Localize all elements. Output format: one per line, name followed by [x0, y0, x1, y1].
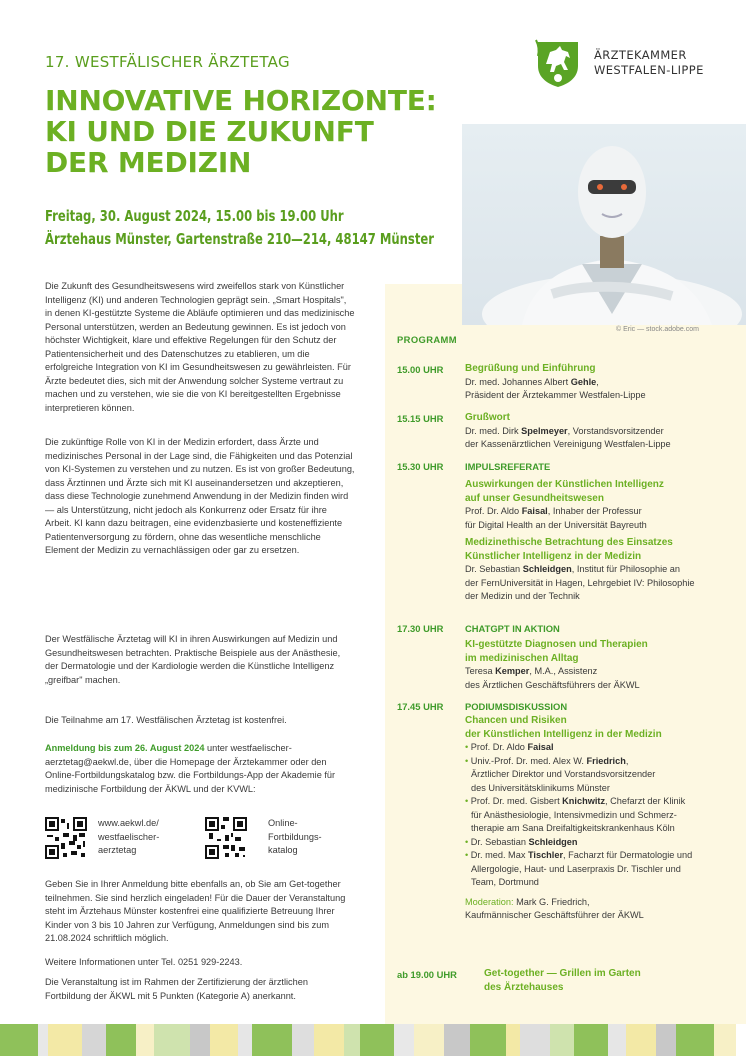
speaker: Prof. Dr. Aldo Faisal, Inhaber der Professur	[465, 506, 642, 516]
intro-paragraph	[45, 633, 355, 687]
panelist: • Prof. Dr. Aldo Faisal	[465, 742, 554, 752]
westphalian-horse-crest-icon	[534, 38, 582, 88]
talk-title: Chancen und Risiken der Künstlichen Intelligenz in der Medizin	[465, 715, 662, 740]
slot-time: 17.30 UHR	[397, 623, 444, 634]
decorative-color-strip	[0, 1024, 746, 1056]
talk-title: Medizinethische Betrachtung des Einsatzes Künstlicher Intelligenz in der Medizin	[465, 537, 673, 562]
panelist-role: therapie am Sana Dreifaltigkeitskrankenhaus Köln	[471, 823, 675, 833]
qr-code-website[interactable]	[45, 817, 87, 859]
speaker: Dr. med. Dirk Spelmeyer, Vorstandsvorsitzender	[465, 425, 664, 436]
paragraph: Die Zukunft des Gesundheitswesens wird zweifellos stark von Künstlicher Intelligenz (KI) und anderen Technologien geprägt sein. „Smart Hospitals", in denen KI-gestützte Systeme die Abläufe optimieren und das medizinische Personal unterstützen, werden an Bedeutung gewinnen. Es ist jedoch von höchster Wichtigkeit, klare und effektive Regelungen für den Schutz der Patientensicherheit und des Datenschutzes zu etablieren, um die erfolgreiche Integration von KI im Gesundheitswesen zu gewährleisten. Für Ärzte bedeutet dies, sich mit der Anwendung solcher Systeme vertraut zu machen und zu verstehen, wie sie die von KI bereitgestellten Ergebnisse interpretieren können.	[45, 281, 355, 413]
paragraph: Die Teilnahme am 17. Westfälischen Ärztetag ist kostenfrei.	[45, 715, 287, 725]
slot-time: 15.15 UHR	[397, 413, 444, 424]
certification-note	[45, 976, 355, 1003]
panelist-role: Allergologie, Haut- und Laserpraxis Dr. Tischler und	[471, 863, 681, 874]
label-line: katalog	[268, 845, 298, 855]
program-slot	[465, 362, 740, 403]
intro-paragraph	[45, 280, 355, 415]
program-slot	[465, 411, 740, 452]
image-credit: © Eric — stock.adobe.com	[616, 326, 699, 333]
title-line: DER MEDIZIN	[45, 146, 252, 179]
paragraph: Die Veranstaltung ist im Rahmen der Zertifizierung der ärztlichen Fortbildung der ÄKWL mit 5 Punkten (Kategorie A) anerkannt.	[45, 977, 308, 1001]
robot-doctor-image	[462, 124, 746, 325]
intro-paragraph	[45, 436, 355, 558]
panelist: • Dr. Sebastian Schleidgen	[465, 836, 578, 847]
label-line: aerztetag	[98, 845, 137, 855]
logo-line: WESTFALEN-LIPPE	[594, 63, 704, 77]
program-slot	[465, 460, 740, 604]
speaker: Dr. Sebastian Schleidgen, Institut für Philosophie an	[465, 564, 681, 574]
event-kicker: 17. WESTFÄLISCHER ÄRZTETAG	[45, 53, 290, 71]
moderator-role: Kaufmännischer Geschäftsführer der ÄKWL	[465, 910, 644, 920]
panelist-role: Ärztlicher Direktor und Vorstandsvorsitzender	[471, 769, 656, 779]
slot-time: ab 19.00 UHR	[397, 969, 457, 980]
section-title: PODIUMSDISKUSSION	[465, 701, 568, 712]
speaker-role: für Digital Health an der Universität Bayreuth	[465, 519, 647, 530]
registration-deadline: Anmeldung bis zum 26. August 2024	[45, 743, 205, 753]
program-slot	[465, 622, 740, 692]
label-line: Online-	[268, 818, 298, 828]
panelist-role: für Anästhesiologie, Intensivmedizin und Schmerz-	[471, 809, 677, 820]
paragraph: Die zukünftige Rolle von KI in der Medizin erfordert, dass Ärzte und medizinisches Personal in der Lage sind, die Fähigkeiten und das Potenzial von KI-Systemen zu verstehen und zu nutzen. Es ist von großer Bedeutung, dass Ärztinnen und Ärzte sich mit KI auseinandersetzen und akzeptieren, dass diese Technologie zunehmend Anwendung in der Medizin finden wird — als Unterstützung, nicht jedoch als Konkurrenz oder Ersatz für ihre Arbeit. KI kann dazu beitragen, eine evidenzbasierte und kosteneffiziente Patientenversorgung zu fördern, ohne das wesentliche menschliche Element der Medizin zu vernachlässigen oder gar zu ersetzen.	[45, 437, 355, 555]
paragraph: Der Westfälische Ärztetag will KI in ihren Auswirkungen auf Medizin und Gesundheitswesen betrachten. Praktische Beispiele aus der Anästhesie, der Dermatologie und der Kardiologie werden die Künstliche Intelligenz „greifbar" machen.	[45, 634, 341, 685]
talk-title: Auswirkungen der Künstlichen Intelligenz auf unser Gesundheitswesen	[465, 479, 664, 504]
registration-details: unter westfaelischer-aerztetag@aekwl.de, über die Homepage der Ärztekammer oder den Online-Fortbildungskatalog bzw. die Fortbildungs-App der Akademie für medizinische Fortbildung der ÄKWL und der KVWL:	[45, 743, 336, 794]
talk-title: Grußwort	[465, 412, 510, 423]
title-line: INNOVATIVE HORIZONTE:	[45, 84, 437, 117]
slot-time: 15.30 UHR	[397, 461, 444, 472]
speaker-role: der Kassenärztlichen Vereinigung Westfalen-Lippe	[465, 439, 671, 449]
program-slot	[465, 700, 743, 923]
panelist-role: des Universitätsklinikums Münster	[471, 782, 610, 793]
paragraph: Weitere Informationen unter Tel. 0251 929-2243.	[45, 957, 243, 967]
event-title	[45, 84, 437, 179]
speaker: Teresa Kemper, M.A., Assistenz	[465, 666, 598, 676]
label-line: westfaelischer-	[98, 831, 160, 842]
event-venue: Ärztehaus Münster, Gartenstraße 210—214, 48147 Münster	[45, 230, 434, 248]
label-line: www.aekwl.de/	[98, 818, 159, 828]
paragraph: Geben Sie in Ihrer Anmeldung bitte ebenfalls an, ob Sie am Get-together teilnehmen. Sie sind herzlich eingeladen! Für die Dauer der Veranstaltung steht im Ärztehaus Münster kostenfrei eine qualifizierte Betreuung Ihrer Kinder von 3 bis 10 Jahren zur Verfügung, Anmeldungen sind bis zum 21.08.2024 schriftlich möglich.	[45, 879, 346, 943]
title-line: KI UND DIE ZUKUNFT	[45, 115, 374, 148]
fee-note	[45, 714, 355, 728]
talk-title: Get-together — Grillen im Garten des Ärztehauses	[484, 968, 641, 993]
panelist: • Dr. med. Max Tischler, Facharzt für Dermatologie und	[465, 850, 693, 860]
event-date-venue	[45, 205, 465, 251]
registration-text	[45, 742, 355, 796]
speaker-role: Präsident der Ärztekammer Westfalen-Lippe	[465, 390, 646, 400]
panelist-role: Team, Dortmund	[471, 877, 539, 887]
logo-line: ÄRZTEKAMMER	[594, 48, 687, 62]
talk-title: KI-gestützte Diagnosen und Therapien im medizinischen Alltag	[465, 639, 648, 664]
aekwl-logo	[534, 38, 714, 88]
qr-catalog-label	[268, 817, 322, 858]
label-line: Fortbildungs-	[268, 831, 322, 842]
logo-wordmark	[594, 48, 704, 78]
panelist: • Prof. Dr. med. Gisbert Knichwitz, Chefarzt der Klinik	[465, 796, 686, 806]
event-date: Freitag, 30. August 2024, 15.00 bis 19.00 Uhr	[45, 207, 344, 225]
qr-code-catalog[interactable]	[205, 817, 247, 859]
speaker-role: der Medizin und der Technik	[465, 591, 580, 601]
section-title: IMPULSREFERATE	[465, 461, 551, 472]
panelist: • Univ.-Prof. Dr. med. Alex W. Friedrich,	[465, 755, 629, 766]
moderation: Moderation: Mark G. Friedrich,	[465, 896, 590, 907]
info-phone	[45, 956, 355, 970]
get-together-note	[45, 878, 355, 946]
slot-time: 17.45 UHR	[397, 701, 444, 712]
speaker-role: des Ärztlichen Geschäftsführers der ÄKWL	[465, 679, 640, 690]
speaker-role: der FernUniversität in Hagen, Lehrgebiet IV: Philosophie	[465, 577, 695, 588]
talk-title: Begrüßung und Einführung	[465, 363, 596, 374]
section-title: CHATGPT IN AKTION	[465, 623, 560, 634]
program-heading: PROGRAMM	[397, 334, 457, 345]
qr-website-label	[98, 817, 159, 858]
slot-time: 15.00 UHR	[397, 364, 444, 375]
speaker: Dr. med. Johannes Albert Gehle,	[465, 376, 599, 387]
